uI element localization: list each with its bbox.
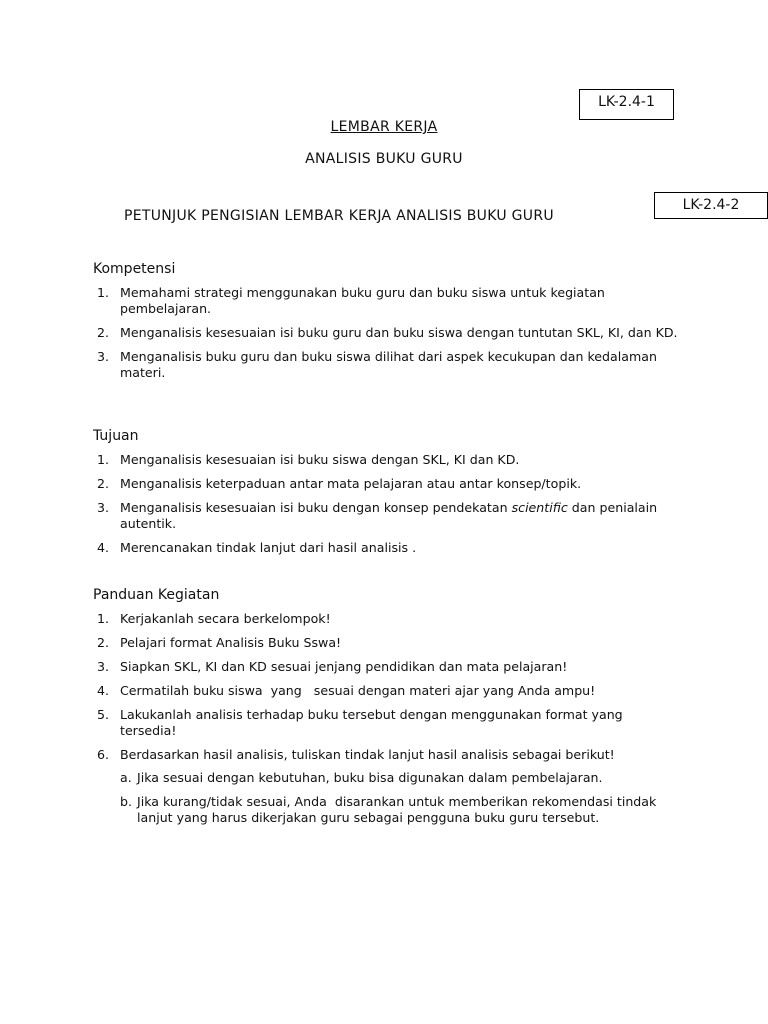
list-item — [93, 500, 683, 532]
sub-list-item-text: Jika sesuai dengan kebutuhan, buku bisa digunakan dalam pembelajaran. — [137, 770, 603, 785]
sub-list — [93, 770, 683, 826]
sub-list-item — [93, 770, 683, 786]
sub-list-item-letter: a. — [120, 770, 132, 785]
list-item-number: 2. — [97, 635, 110, 650]
list-item-text: Menganalisis keterpaduan antar mata pelajaran atau antar konsep/topik. — [120, 476, 582, 491]
list-item-text: Siapkan SKL, KI dan KD sesuai jenjang pendidikan dan mata pelajaran! — [120, 659, 568, 674]
list-item-text: Lakukanlah analisis terhadap buku tersebut dengan menggunakan format yang tersedia! — [120, 707, 623, 738]
list-item-text: Merencanakan tindak lanjut dari hasil analisis . — [120, 540, 417, 555]
list-item — [93, 349, 683, 381]
document-subtitle: ANALISIS BUKU GURU — [305, 151, 463, 167]
section-heading: Kompetensi — [93, 261, 176, 277]
list-item — [93, 540, 683, 556]
list-item-number: 6. — [97, 747, 110, 762]
sub-list-item — [93, 794, 683, 826]
instructions-code-label — [654, 192, 768, 219]
document-code-label — [579, 89, 674, 120]
sub-list-item-letter: b. — [120, 794, 132, 809]
list-item-text: Pelajari format Analisis Buku Sswa! — [120, 635, 342, 650]
sub-list-item-text: Jika kurang/tidak sesuai, Anda disarankan untuk memberikan rekomendasi tindak lanjut yang harus dikerjakan guru sebagai pengguna buku guru tersebut. — [137, 794, 661, 825]
instructions-code-text: LK-2.4-2 — [682, 197, 740, 213]
list-item-number: 3. — [97, 659, 110, 674]
document-code-text: LK-2.4-1 — [598, 94, 655, 110]
section-heading: Panduan Kegiatan — [93, 587, 220, 603]
list-item — [93, 285, 683, 317]
list-item-number: 1. — [97, 285, 110, 300]
list-item-text — [120, 500, 683, 532]
list-item — [93, 611, 683, 627]
list-item-number: 1. — [97, 452, 110, 467]
list-item-text: Menganalisis kesesuaian isi buku siswa dengan SKL, KI dan KD. — [120, 452, 520, 467]
section-panduan-kegiatan — [93, 586, 683, 834]
list-item-number: 3. — [97, 500, 110, 515]
list-item — [93, 635, 683, 651]
section-tujuan — [93, 427, 683, 564]
list-item-number: 1. — [97, 611, 110, 626]
list-item — [93, 476, 683, 492]
list-item — [93, 659, 683, 675]
list-item — [93, 747, 683, 763]
list-item-text: Berdasarkan hasil analisis, tuliskan tindak lanjut hasil analisis sebagai berikut! — [120, 747, 615, 762]
list-item — [93, 683, 683, 699]
list-item-number: 5. — [97, 707, 110, 722]
instructions-title: PETUNJUK PENGISIAN LEMBAR KERJA ANALISIS BUKU GURU — [124, 208, 554, 224]
list-item-text: Cermatilah buku siswa yang sesuai dengan materi ajar yang Anda ampu! — [120, 683, 596, 698]
list-item — [93, 707, 683, 739]
list-item-text: Memahami strategi menggunakan buku guru dan buku siswa untuk kegiatan pembelajaran. — [120, 285, 605, 316]
list-item-text: Menganalisis buku guru dan buku siswa dilihat dari aspek kecukupan dan kedalaman materi. — [120, 349, 657, 380]
list-item-number: 2. — [97, 476, 110, 491]
list-item — [93, 452, 683, 468]
document-title: LEMBAR KERJA — [330, 119, 438, 135]
list-item-text: Menganalisis kesesuaian isi buku guru dan buku siswa dengan tuntutan SKL, KI, dan KD. — [120, 325, 678, 340]
text-segment: dan penialain autentik. — [120, 500, 658, 531]
list-item-number: 2. — [97, 325, 110, 340]
list-item-text: Kerjakanlah secara berkelompok! — [120, 611, 331, 626]
section-heading: Tujuan — [93, 428, 139, 444]
list-item-number: 3. — [97, 349, 110, 364]
list-item-number: 4. — [97, 540, 110, 555]
section-kompetensi — [93, 260, 683, 389]
text-segment: Menganalisis kesesuaian isi buku dengan konsep pendekatan — [120, 500, 512, 515]
list-item-number: 4. — [97, 683, 110, 698]
italic-term: scientific — [511, 500, 568, 515]
list-item — [93, 325, 683, 341]
